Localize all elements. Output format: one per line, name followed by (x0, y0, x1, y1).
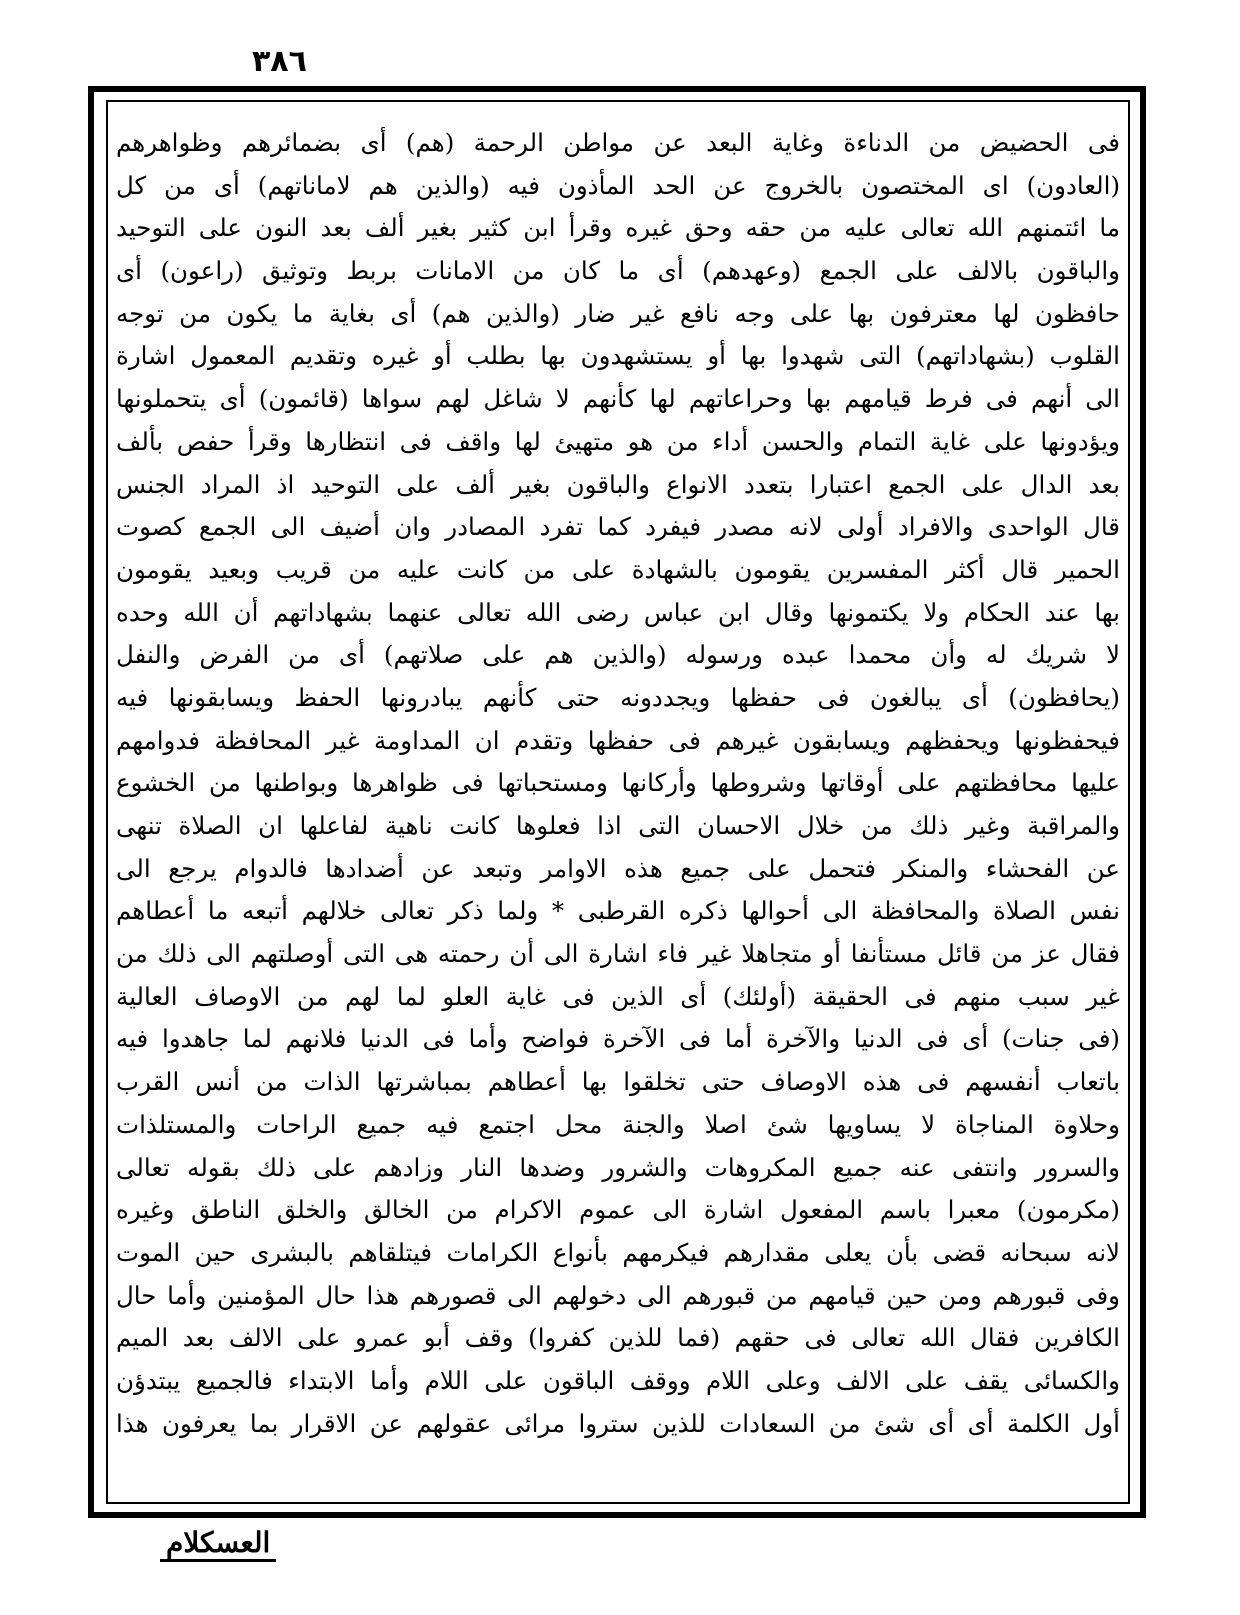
text-line: الى أنهم فى فرط قيامهم بها وحراعاتهم لها كأنهم لا شاغل لهم سواها (قائمون) أى يتحملونها (116, 384, 1120, 414)
text-line: فى الحضيض من الدناءة وغاية البعد عن مواطن الرحمة (هم) أى بضمائرهم وظواهرهم (116, 128, 1120, 157)
text-line: فقال عز من قائل مستأنفا أو متجاهلا غير فاء اشارة الى أن رحمته هى التى أوصلتهم الى ذلك من (116, 939, 1120, 969)
page-number: ٣٨٦ (252, 44, 307, 79)
text-line: الكافرين فقال الله تعالى فى حقهم (فما للذين كفروا) وقف أبو عمرو على الالف بعد الميم (116, 1323, 1120, 1353)
text-body (116, 122, 1120, 1445)
text-line: (فى جنات) أى فى الدنيا والآخرة أما فى الآخرة فواضح وأما فى الدنيا فلانهم لما جاهدوا فيه (116, 1024, 1120, 1054)
text-line: باتعاب أنفسهم فى هذه الاوصاف حتى تخلقوا بها أعطاهم بمباشرتها الذات من أنس القرب (116, 1067, 1120, 1097)
text-line: والسرور وانتفى عنه جميع المكروهات والشرور وضدها النار وزادهم على ذلك بقوله تعالى (116, 1152, 1120, 1182)
text-line: (مكرمون) معبرا باسم المفعول اشارة الى عموم الاكرام من الخالق والخلق الناطق وغيره (116, 1195, 1120, 1225)
text-line: والباقون بالالف على الجمع (وعهدهم) أى ما كان من الامانات بربط وتوثيق (راعون) أى (116, 256, 1120, 286)
text-line: ويؤدونها على غاية التمام والحسن أداء من هو متهيئ لها واقف فى انتظارها وقرأ حفص بألف (116, 426, 1120, 456)
text-line: غير سبب منهم فى الحقيقة (أولئك) أى الذين فى غاية العلو لما لهم من الاوصاف العالية (116, 981, 1120, 1011)
text-line: (العادون) اى المختصون بالخروج عن الحد المأذون فيه (والذين هم لاماناتهم) أى من كل (116, 170, 1120, 200)
catchword: العسكلام (160, 1526, 276, 1562)
text-line: القلوب (بشهاداتهم) التى شهدوا بها أو يستشهدون بها بطلب أو غيره وتقديم المعمول اشارة (116, 341, 1120, 371)
text-line: عليها محافظتهم على أوقاتها وشروطها وأركانها ومستحباتها فى ظواهرها وبواطنها من الخشوع (116, 768, 1120, 798)
text-line: بها عند الحكام ولا يكتمونها وقال ابن عباس رضى الله تعالى عنهما بشهاداتهم أن الله وحده (116, 597, 1120, 627)
text-line: نفس الصلاة والمحافظة الى أحوالها ذكره القرطبى * ولما ذكر تعالى خلالهم أتبعه ما أعطاهم (116, 896, 1120, 926)
text-line: والكسائى يقف على الالف وعلى اللام ووقف الباقون على اللام وأما الابتداء فالجميع يبتدؤن (116, 1365, 1120, 1395)
text-line: (يحافظون) أى يبالغون فى حفظها ويجددونه حتى كأنهم يبادرونها الحفظ ويسابقونها فيه (116, 682, 1120, 712)
text-line: وحلاوة المناجاة لا يساويها شئ اصلا والجنة محل اجتمع فيه جميع الراحات والمستلذات (116, 1109, 1120, 1139)
text-line: فيحفظونها ويحفظهم ويسابقون غيرهم فى حفظها وتقدم ان المداومة غير المحافظة فدوامهم (116, 725, 1120, 755)
text-line: لانه سبحانه قضى بأن يعلى مقدارهم فيكرمهم بأنواع الكرامات فيتلقاهم بالبشرى حين الموت (116, 1237, 1120, 1267)
text-line: عن الفحشاء والمنكر فتحمل على جميع هذه الاوامر وتبعد عن أضدادها فالدوام يرجع الى (116, 853, 1120, 883)
text-line: لا شريك له وأن محمدا عبده ورسوله (والذين هم على صلاتهم) أى من الفرض والنفل (116, 640, 1120, 670)
text-line: قال الواحدى والافراد أولى لانه مصدر فيفرد كما تفرد المصادر وان أضيف الى الجمع كصوت (116, 512, 1120, 542)
text-line: الحمير قال أكثر المفسرين يقومون بالشهادة على من كانت عليه من قريب وبعيد يقومون (116, 554, 1120, 584)
text-line: أول الكلمة أى أى شئ من السعادات للذين ستروا مرائى عقولهم عن الاقرار بما يعرفون هذا (116, 1408, 1120, 1438)
text-line: بعد الدال على الجمع اعتبارا بتعدد الانواع والباقون بغير ألف على التوحيد اذ المراد الجنس (116, 469, 1120, 499)
text-line: والمراقبة وغير ذلك من خلال الاحسان التى اذا فعلوها كانت ناهية لفاعلها ان الصلاة تنهى (116, 811, 1120, 840)
text-line: حافظون لها معترفون بها على وجه نافع غير ضار (والذين هم) أى بغاية ما يكون من توجه (116, 298, 1120, 328)
text-line: ما ائتمنهم الله تعالى عليه من حقه وحق غيره وقرأ ابن كثير بغير ألف بعد النون على التوحيد (116, 213, 1120, 243)
text-line: وفى قبورهم ومن حين قيامهم من قبورهم الى دخولهم الى قصورهم هذا حال المؤمنين وأما حال (116, 1280, 1120, 1310)
